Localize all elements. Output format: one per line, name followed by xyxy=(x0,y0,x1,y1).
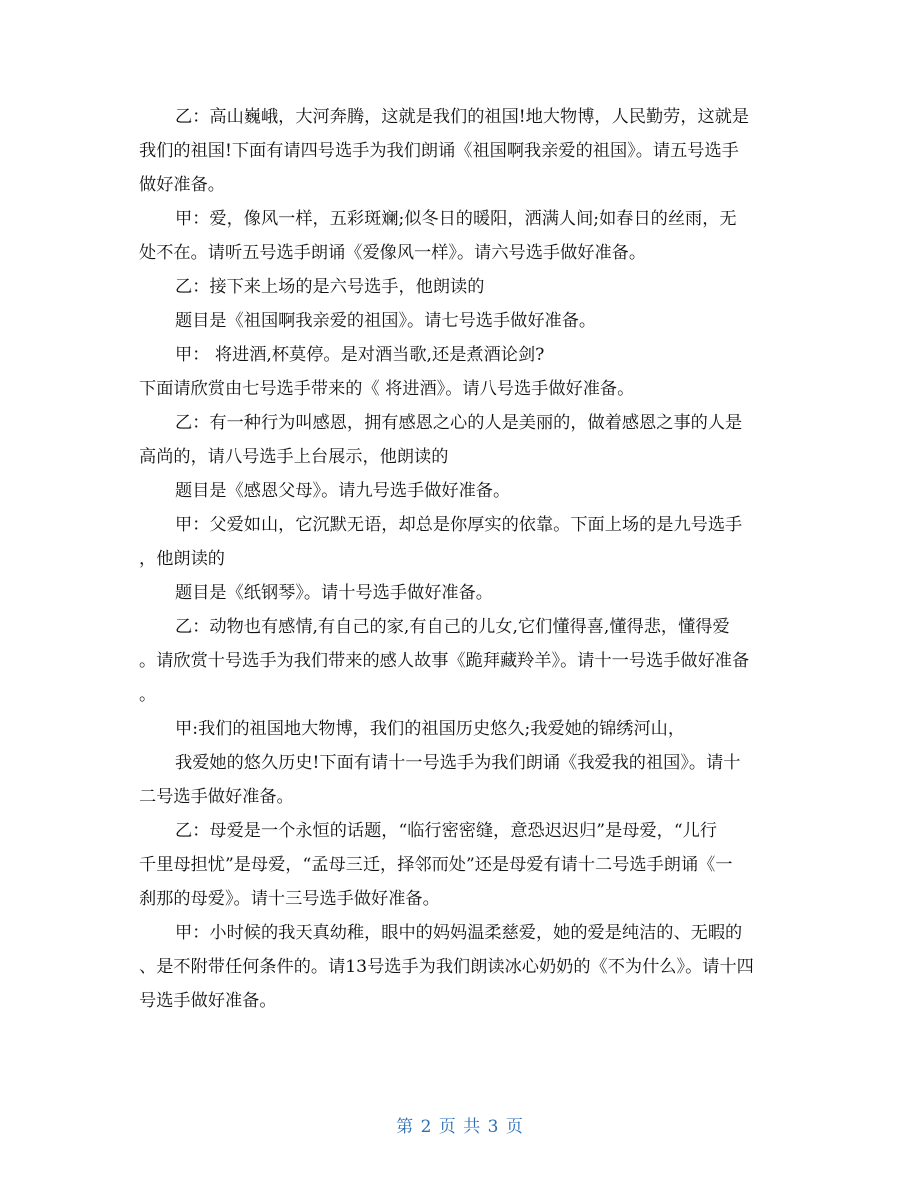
text-line: 。 xyxy=(139,685,157,705)
text-line: 。请欣赏十号选手为我们带来的感人故事《跪拜藏羚羊》。请十一号选手做好准备 xyxy=(139,651,750,671)
text-line: 千里母担忧”是母爱，“孟母三迁，择邻而处”还是母爱有请十二号选手朗诵《一 xyxy=(139,855,733,875)
text-line: 我爱她的悠久历史!下面有请十一号选手为我们朗诵《我爱我的祖国》。请十 xyxy=(175,753,741,773)
text-line: 二号选手做好准备。 xyxy=(139,787,294,807)
text-line: 下面请欣赏由七号选手带来的《 将进酒》。请八号选手做好准备。 xyxy=(139,379,635,399)
document-body xyxy=(139,100,787,1018)
text-line: 号选手做好准备。 xyxy=(139,991,277,1011)
text-line: ，他朗读的 xyxy=(139,549,225,569)
text-line: 题目是《感恩父母》。请九号选手做好准备。 xyxy=(175,481,511,501)
text-line: 甲：小时候的我天真幼稚，眼中的妈妈温柔慈爱，她的爱是纯洁的、无暇的 xyxy=(175,923,743,943)
text-line: 甲： 将进酒,杯莫停。是对酒当歌,还是煮酒论剑? xyxy=(175,345,545,365)
text-line: 甲:我们的祖国地大物博，我们的祖国历史悠久;我爱她的锦绣河山， xyxy=(175,719,686,739)
text-line: 甲：父爱如山，它沉默无语，却总是你厚实的依靠。下面上场的是九号选手 xyxy=(175,515,743,535)
text-line: 处不在。请听五号选手朗诵《爱像风一样》。请六号选手做好准备。 xyxy=(139,243,647,263)
text-line: 做好准备。 xyxy=(139,175,225,195)
text-line: 乙：动物也有感情,有自己的家,有自己的儿女,它们懂得喜,懂得悲，懂得爱 xyxy=(175,617,730,637)
text-line: 乙：有一种行为叫感恩，拥有感恩之心的人是美丽的，做着感恩之事的人是 xyxy=(175,413,743,433)
text-line: 刹那的母爱》。请十三号选手做好准备。 xyxy=(139,889,440,909)
page-footer: 第 2 页 共 3 页 xyxy=(396,1117,524,1137)
text-line: 、是不附带任何条件的。请13号选手为我们朗读冰心奶奶的《不为什么》。请十四 xyxy=(139,957,754,977)
text-line: 题目是《纸钢琴》。请十号选手做好准备。 xyxy=(175,583,493,603)
text-line: 乙：母爱是一个永恒的话题，“临行密密缝，意恐迟迟归”是母爱，“儿行 xyxy=(175,821,717,841)
text-line: 甲：爱，像风一样，五彩斑斓;似冬日的暖阳，洒满人间;如春日的丝雨，无 xyxy=(175,209,737,229)
text-line: 乙：高山巍峨，大河奔腾，这就是我们的祖国!地大物博，人民勤劳，这就是 xyxy=(175,107,750,127)
text-line: 高尚的，请八号选手上台展示，他朗读的 xyxy=(139,447,449,467)
text-line: 我们的祖国!下面有请四号选手为我们朗诵《祖国啊我亲爱的祖国》。请五号选手 xyxy=(139,141,739,161)
text-line: 题目是《祖国啊我亲爱的祖国》。请七号选手做好准备。 xyxy=(175,311,597,331)
text-line: 乙：接下来上场的是六号选手，他朗读的 xyxy=(175,277,485,297)
